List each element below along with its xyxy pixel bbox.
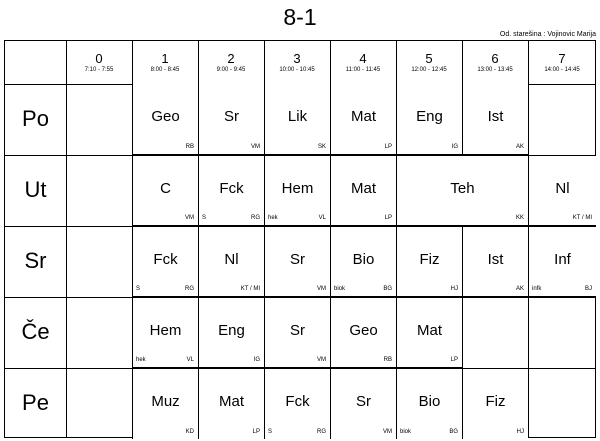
lesson-teacher: VM: [383, 429, 392, 435]
lesson-cell: [132, 84, 198, 155]
lesson-subject: Mat: [350, 108, 376, 125]
lesson-subject: C: [160, 180, 171, 197]
period-header: [264, 41, 330, 83]
lesson-subject: Inf: [554, 251, 571, 268]
day-label: Sr: [24, 248, 47, 273]
lesson-teacher: AK: [515, 286, 524, 292]
period-number: 1: [161, 51, 169, 66]
lesson-teacher: KT / MI: [240, 286, 260, 292]
lesson-teacher: LP: [450, 357, 458, 363]
period-time: 7:10 - 7:55: [84, 67, 114, 73]
period-header: [462, 41, 528, 83]
grid-column-line: [66, 41, 67, 437]
period-number: 2: [227, 51, 235, 66]
lesson-teacher: RG: [185, 286, 194, 292]
lesson-room: S: [202, 215, 207, 221]
period-header: [132, 41, 198, 83]
period-time: 9:00 - 9:45: [216, 67, 246, 73]
period-number: 0: [95, 51, 103, 66]
lesson-teacher: HJ: [516, 429, 524, 435]
period-header: [528, 41, 596, 83]
period-time: 10:00 - 10:45: [279, 67, 315, 73]
lesson-subject: Hem: [281, 180, 314, 197]
lesson-subject: Fiz: [419, 251, 440, 268]
lesson-cell: [198, 368, 264, 439]
lesson-room: S: [268, 429, 273, 435]
lesson-teacher: RB: [185, 144, 194, 150]
lesson-teacher: SK: [317, 144, 326, 150]
lesson-cell: [330, 297, 396, 368]
lesson-cell: [264, 297, 330, 368]
lesson-teacher: BJ: [584, 286, 592, 292]
period-number: 7: [558, 51, 566, 66]
lesson-subject: Hem: [149, 322, 182, 339]
period-time: 8:00 - 8:45: [150, 67, 180, 73]
lesson-cell: [264, 155, 330, 226]
lesson-subject: Fiz: [485, 393, 506, 410]
lesson-cell: [462, 368, 528, 439]
period-number: 6: [491, 51, 499, 66]
lesson-room: S: [136, 286, 141, 292]
period-header: [396, 41, 462, 83]
period-header: [198, 41, 264, 83]
lesson-cell: [132, 368, 198, 439]
day-label: Če: [21, 319, 50, 344]
lesson-teacher: VM: [317, 357, 326, 363]
period-header: [330, 41, 396, 83]
homeroom-teacher: Od. starešina : Vojinovic Marija: [499, 31, 596, 38]
lesson-cell: [264, 368, 330, 439]
period-time: 13:00 - 13:45: [477, 67, 513, 73]
lesson-teacher: VL: [186, 357, 194, 363]
lesson-subject: Sr: [224, 108, 239, 125]
lesson-teacher: RG: [317, 429, 326, 435]
lesson-subject: Geo: [151, 108, 180, 125]
lesson-teacher: LP: [384, 215, 392, 221]
lesson-teacher: KK: [515, 215, 524, 221]
lesson-subject: Fck: [153, 251, 178, 268]
period-number: 5: [425, 51, 433, 66]
lesson-teacher: VM: [317, 286, 326, 292]
lesson-cell: [132, 155, 198, 226]
lesson-cell: [330, 226, 396, 297]
lesson-cell: [330, 155, 396, 226]
lesson-subject: Eng: [416, 108, 443, 125]
lesson-cell: [198, 226, 264, 297]
period-number: 4: [359, 51, 367, 66]
lesson-teacher: BG: [449, 429, 458, 435]
lesson-cell: [132, 297, 198, 368]
lesson-cell: [396, 368, 462, 439]
lesson-subject: Sr: [356, 393, 371, 410]
lesson-subject: Sr: [290, 251, 305, 268]
lesson-teacher: VM: [251, 144, 260, 150]
lesson-cell: [462, 84, 528, 155]
lesson-subject: Sr: [290, 322, 305, 339]
day-label: Po: [22, 106, 49, 131]
period-time: 11:00 - 11:45: [345, 67, 381, 73]
lesson-cell: [198, 297, 264, 368]
lesson-cell: [462, 226, 528, 297]
period-number: 3: [293, 51, 301, 66]
lesson-teacher: KD: [185, 429, 194, 435]
lesson-cell: [396, 297, 462, 368]
lesson-subject: Nl: [555, 180, 570, 197]
lesson-room: biok: [400, 429, 412, 435]
lesson-subject: Geo: [349, 322, 378, 339]
lesson-subject: Mat: [218, 393, 244, 410]
lesson-teacher: LP: [252, 429, 260, 435]
lesson-room: infk: [532, 286, 542, 292]
lesson-subject: Ist: [487, 108, 504, 125]
lesson-subject: Mat: [350, 180, 376, 197]
lesson-teacher: VL: [318, 215, 326, 221]
lesson-subject: Fck: [285, 393, 310, 410]
lesson-cell: [396, 84, 462, 155]
lesson-subject: Teh: [450, 180, 475, 197]
lesson-cell: [132, 226, 198, 297]
lesson-room: hek: [136, 357, 146, 363]
period-header: [66, 41, 132, 83]
lesson-teacher: RB: [383, 357, 392, 363]
lesson-cell: [528, 155, 596, 226]
lesson-teacher: IG: [451, 144, 458, 150]
lesson-cell: [528, 226, 596, 297]
lesson-teacher: VM: [185, 215, 194, 221]
lesson-teacher: RG: [251, 215, 260, 221]
period-time: 12:00 - 12:45: [411, 67, 447, 73]
lesson-teacher: LP: [384, 144, 392, 150]
lesson-cell: [396, 155, 528, 226]
lesson-subject: Nl: [224, 251, 239, 268]
lesson-subject: Bio: [418, 393, 441, 410]
lesson-subject: Eng: [218, 322, 245, 339]
class-title: 8-1: [283, 4, 317, 30]
lesson-cell: [330, 368, 396, 439]
day-label: Pe: [22, 390, 49, 415]
day-label: Ut: [24, 177, 47, 202]
lesson-teacher: IG: [253, 357, 260, 363]
lesson-cell: [330, 84, 396, 155]
period-time: 14:00 - 14:45: [544, 67, 580, 73]
lesson-cell: [396, 226, 462, 297]
lesson-subject: Muz: [151, 393, 180, 410]
lesson-teacher: AK: [515, 144, 524, 150]
lesson-teacher: KT / MI: [572, 215, 592, 221]
lesson-cell: [264, 84, 330, 155]
lesson-teacher: BG: [383, 286, 392, 292]
lesson-subject: Mat: [416, 322, 442, 339]
lesson-room: biok: [334, 286, 346, 292]
lesson-cell: [198, 84, 264, 155]
lesson-cell: [198, 155, 264, 226]
lesson-teacher: HJ: [450, 286, 458, 292]
lesson-cell: [264, 226, 330, 297]
lesson-subject: Ist: [487, 251, 504, 268]
lesson-room: hek: [268, 215, 278, 221]
lesson-subject: Bio: [352, 251, 375, 268]
lesson-subject: Lik: [287, 108, 308, 125]
timetable-grid: [4, 40, 596, 438]
lesson-subject: Fck: [219, 180, 244, 197]
